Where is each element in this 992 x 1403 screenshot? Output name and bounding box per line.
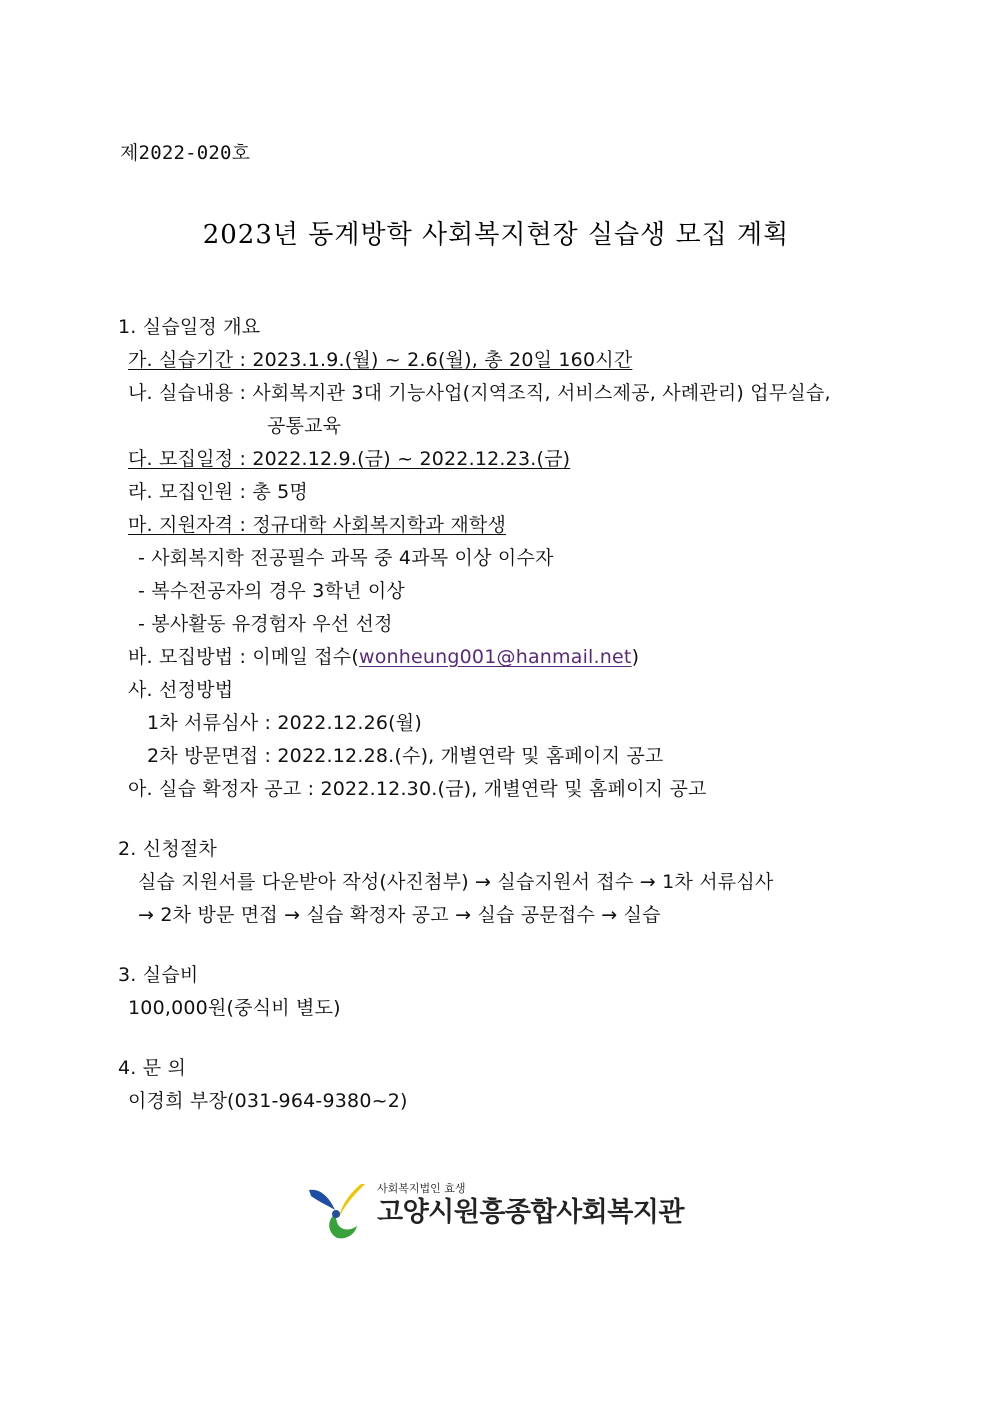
item-na-content: 나. 실습내용 : 사회복지관 3대 기능사업(지역조직, 서비스제공, 사례관리) 업무실습, [128, 382, 831, 404]
logo-emblem-icon [305, 1180, 369, 1244]
procedure-line-2: → 2차 방문 면접 → 실습 확정자 공고 → 실습 공문접수 → 실습 [138, 904, 661, 926]
item-ra-count: 라. 모집인원 : 총 5명 [128, 481, 308, 503]
document-number: 제2022-020호 [120, 142, 251, 164]
section-2-heading: 2. 신청절차 [118, 838, 217, 860]
section-4-heading: 4. 문 의 [118, 1057, 187, 1079]
fee-text: 100,000원(중식비 별도) [128, 997, 341, 1019]
item-da-schedule: 다. 모집일정 : 2022.12.9.(금) ~ 2022.12.23.(금) [128, 448, 571, 470]
section-1-heading: 1. 실습일정 개요 [118, 316, 261, 338]
qualification-item: - 복수전공자의 경우 3학년 이상 [138, 580, 405, 602]
method-label: 바. 모집방법 : 이메일 접수( [128, 646, 359, 668]
item-sa-selection: 사. 선정방법 [128, 679, 234, 701]
item-a-announcement: 아. 실습 확정자 공고 : 2022.12.30.(금), 개별연락 및 홈페이지 공고 [128, 778, 707, 800]
logo-name: 고양시원흥종합사회복지관 [377, 1197, 684, 1228]
item-na-content-cont: 공통교육 [267, 415, 342, 437]
method-suffix: ) [631, 646, 640, 668]
section-3-heading: 3. 실습비 [118, 964, 199, 986]
selection-step: 2차 방문면접 : 2022.12.28.(수), 개별연락 및 홈페이지 공고 [147, 745, 664, 767]
document-title: 2023년 동계방학 사회복지현장 실습생 모집 계획 [202, 220, 790, 250]
item-ba-method [128, 644, 639, 670]
item-ga-period: 가. 실습기간 : 2023.1.9.(월) ~ 2.6(월), 총 20일 160시간 [128, 349, 633, 371]
item-ma-qualification: 마. 지원자격 : 정규대학 사회복지학과 재학생 [128, 514, 507, 536]
qualification-item: - 사회복지학 전공필수 과목 중 4과목 이상 이수자 [138, 547, 554, 569]
logo-subtitle: 사회복지법인 효생 [377, 1182, 466, 1195]
organization-logo [305, 1180, 685, 1244]
qualification-item: - 봉사활동 유경험자 우선 선정 [138, 613, 393, 635]
contact-text: 이경희 부장(031-964-9380~2) [128, 1090, 408, 1112]
selection-step: 1차 서류심사 : 2022.12.26(월) [147, 712, 422, 734]
procedure-line-1: 실습 지원서를 다운받아 작성(사진첨부) → 실습지원서 접수 → 1차 서류심사 [138, 871, 774, 893]
email-link[interactable]: wonheung001@hanmail.net [358, 646, 632, 668]
